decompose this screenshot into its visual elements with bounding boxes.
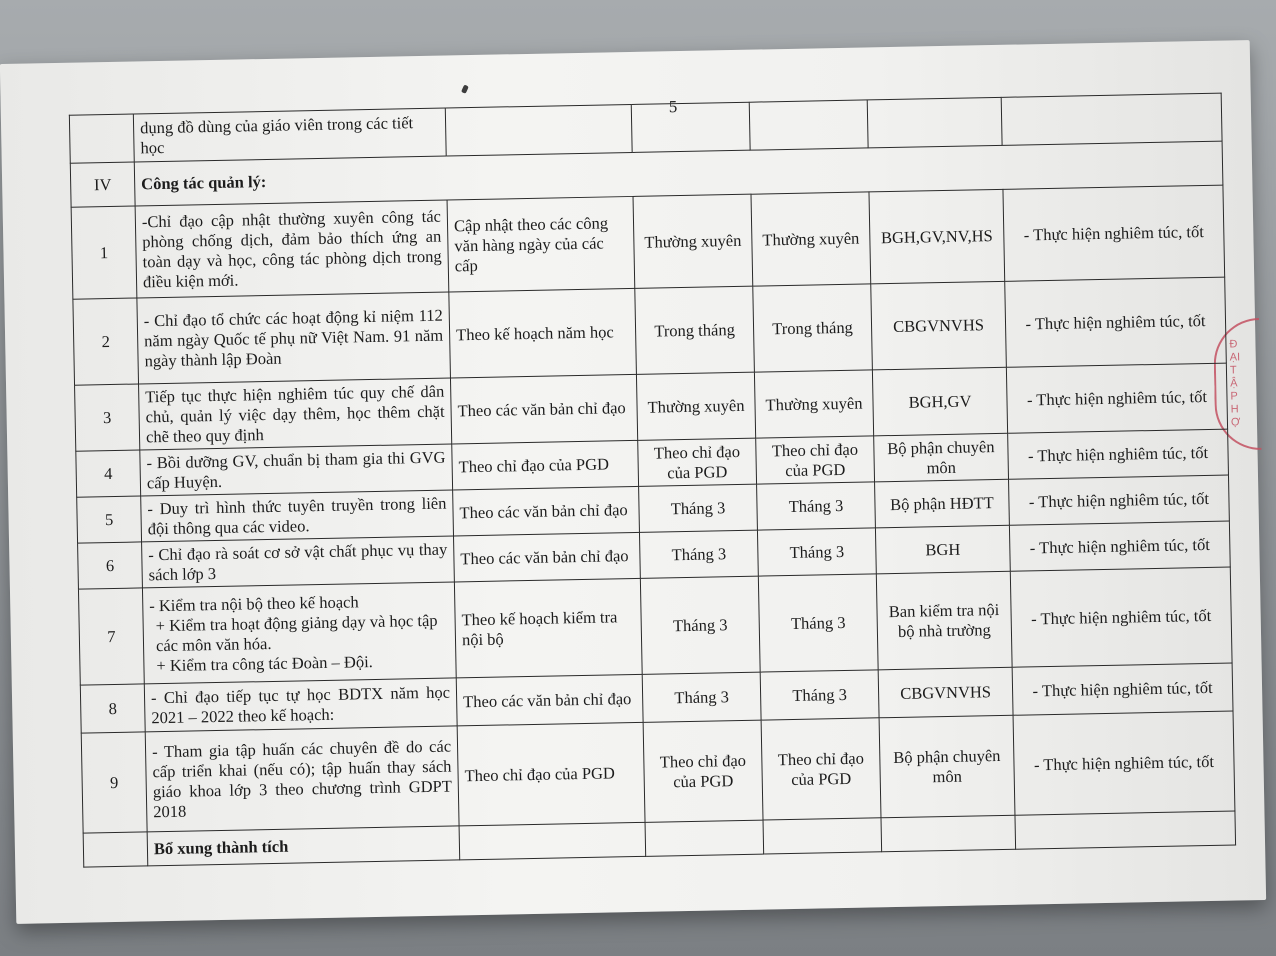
start-cell: Theo chỉ đạo của PGD [638,438,757,486]
person-cell: Ban kiểm tra nội bộ nhà trường [876,571,1012,670]
stt-cell [69,114,134,163]
person-cell: CBGVNVHS [871,281,1007,370]
method-cell: Cập nhật theo các công văn hàng ngày của các cấp [447,196,635,292]
stamp-text: ĐẠI TẬP HỢ [1229,338,1241,429]
stt-cell: 9 [81,732,147,833]
start-cell: Tháng 3 [640,576,760,674]
stt-cell [83,832,148,867]
start-cell [631,102,750,152]
note-cell: - Thực hiện nghiêm túc, tốt [1008,429,1229,479]
end-cell: Tháng 3 [758,574,878,672]
note-cell: - Thực hiện nghiêm túc, tốt [1012,663,1233,715]
content-line: + Kiểm tra công tác Đoàn – Đội. [156,651,373,675]
person-cell: BGH,GV [872,367,1007,436]
start-cell: Tháng 3 [639,530,758,578]
end-cell: Tháng 3 [757,528,876,576]
end-cell [763,818,882,854]
stt-cell: 1 [71,206,137,299]
content-cell [142,582,456,684]
note-cell: - Thực hiện nghiêm túc, tốt [1009,475,1230,525]
start-cell: Theo chỉ đạo của PGD [643,720,763,822]
footer-title: Bổ xung thành tích [147,826,460,866]
person-cell: CBGVNVHS [878,667,1013,718]
method-cell: Theo các văn bản chỉ đạo [456,674,643,726]
person-cell [881,815,1016,852]
note-cell [1015,811,1236,849]
note-cell: - Thực hiện nghiêm túc, tốt [1010,567,1232,667]
section-title: Công tác quản lý: [134,141,1223,206]
stt-cell: 8 [80,684,145,733]
note-cell: - Thực hiện nghiêm túc, tốt [1006,363,1227,433]
person-cell: Bộ phận chuyên môn [879,715,1015,818]
stt-cell: 2 [73,298,139,385]
method-cell: Theo chỉ đạo của PGD [452,440,639,490]
person-cell: Bộ phận chuyên môn [874,433,1009,482]
note-cell: - Thực hiện nghiêm túc, tốt [1003,185,1225,281]
content-line: - Kiểm tra nội bộ theo kế hoạch [149,591,359,615]
content-cell: Tiếp tục thực hiện nghiêm túc quy chế dân chủ, quản lý việc dạy thêm, học thêm chặt chẽ theo quy định [139,378,452,450]
note-cell: - Thực hiện nghiêm túc, tốt [1005,277,1227,367]
page-number: 5 [668,97,678,117]
document-page [0,40,1266,924]
stt-cell: 7 [78,588,144,685]
content-cell: - Tham gia tập huấn các chuyên đề do các cấp triển khai (nếu có); tập huấn thay sách giáo khoa lớp 3 theo chương trình GDPT 2018 [145,726,459,832]
section-roman: IV [70,162,135,207]
content-cell: - Bồi dưỡng GV, chuẩn bị tham gia thi GVG cấp Huyện. [140,444,453,496]
method-cell [459,822,646,860]
content-cell: - Chỉ đạo tiếp tục tự học BDTX năm học 2021 – 2022 theo kế hoạch: [144,678,457,732]
method-cell: Theo các văn bản chỉ đạo [450,374,637,444]
method-cell: Theo kế hoạch năm học [449,288,637,378]
end-cell: Trong tháng [753,284,873,372]
method-cell: Theo các văn bản chỉ đạo [453,486,640,536]
stt-cell: 4 [76,450,141,497]
start-cell: Thường xuyên [636,372,755,440]
content-cell: dụng đồ dùng của giáo viên trong các tiết học [133,108,446,162]
stt-cell: 5 [77,496,142,543]
plan-table [69,93,1236,868]
content-cell: -Chỉ đạo cập nhật thường xuyên công tác phòng chống dịch, đảm bảo thích ứng an toàn dạy và học, công tác phòng dịch trong điều kiện mới. [135,200,449,298]
end-cell: Theo chỉ đạo của PGD [761,718,881,820]
end-cell: Thường xuyên [754,370,873,438]
note-cell [1001,93,1222,145]
content-cell: - Chỉ đạo tổ chức các hoạt động kỉ niệm 112 năm ngày Quốc tế phụ nữ Việt Nam. 91 năm ngày thành lập Đoàn [137,292,451,384]
content-cell: - Duy trì hình thức tuyên truyền trong liên đội thông qua các video. [141,490,454,542]
start-cell: Tháng 3 [642,672,761,722]
end-cell [749,100,868,150]
start-cell [645,820,764,856]
method-cell [445,104,632,156]
start-cell: Tháng 3 [639,484,758,532]
content-cell: - Chỉ đạo rà soát cơ sở vật chất phục vụ thay sách lớp 3 [142,536,455,588]
note-cell: - Thực hiện nghiêm túc, tốt [1013,711,1235,815]
start-cell: Trong tháng [635,286,755,374]
paper-speck [461,84,469,93]
method-cell: Theo kế hoạch kiểm tra nội bộ [454,578,642,678]
person-cell [867,97,1002,148]
note-cell: - Thực hiện nghiêm túc, tốt [1009,521,1230,571]
start-cell: Thường xuyên [633,194,753,288]
end-cell: Tháng 3 [757,482,876,530]
person-cell: Bộ phận HĐTT [875,479,1010,528]
person-cell: BGH,GV,NV,HS [869,189,1005,284]
end-cell: Tháng 3 [760,670,879,720]
person-cell: BGH [875,525,1010,574]
end-cell: Thường xuyên [751,192,871,286]
method-cell: Theo các văn bản chỉ đạo [454,532,641,582]
end-cell: Theo chỉ đạo của PGD [756,436,875,484]
stt-cell: 6 [78,542,143,589]
method-cell: Theo chỉ đạo của PGD [457,722,645,826]
stt-cell: 3 [75,384,140,451]
content-line: + Kiểm tra hoạt động giảng dạy và học tập các môn văn hóa. [155,610,438,655]
